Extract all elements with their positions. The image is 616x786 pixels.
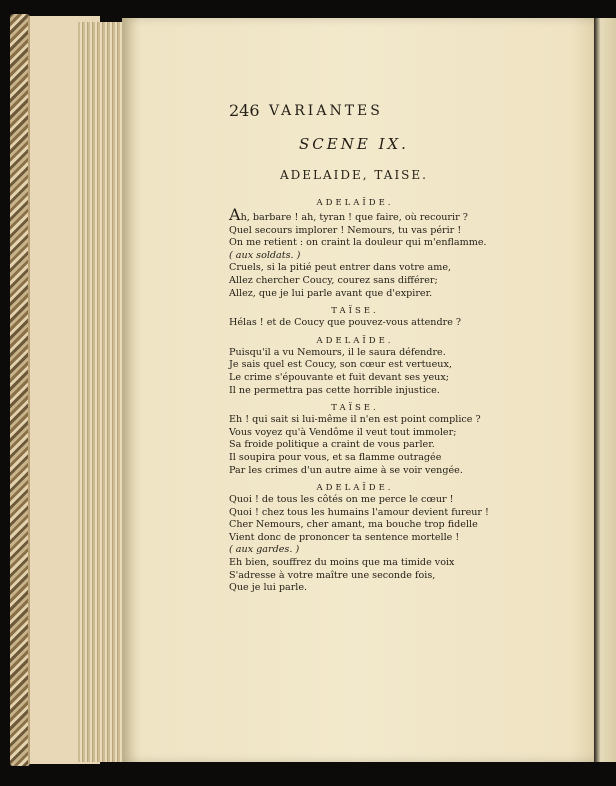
verse-line: Sa froide politique a craint de vous parler. [229,439,435,451]
stage-direction: ( aux gardes. ) [229,544,300,556]
speaker-name: TAÏSE. [331,403,379,414]
page-edges [78,22,124,762]
verse-line: Quel secours implorer ! Nemours, tu vas périr ! [229,224,462,236]
verse-line: On me retient : on craint la douleur qui m'enflamme. [229,237,487,249]
play-text [229,196,489,599]
verse-line: Allez chercher Coucy, courez sans différer; [229,274,438,286]
facing-page-edge [594,18,616,762]
verse-line: Allez, que je lui parle avant que d'expirer. [229,287,433,299]
verse-line: Eh ! qui sait si lui-même il n'en est point complice ? [229,414,481,426]
verse-line: Vient donc de prononcer ta sentence mortelle ! [229,531,460,543]
verse-line: Ah, barbare ! ah, tyran ! que faire, où recourir ? [229,205,468,224]
page-number: 246 [229,101,260,120]
book-spine [10,14,30,766]
speaker-name: TAÏSE. [331,306,379,317]
stage-direction: ( aux soldats. ) [229,249,301,261]
speaker-name: ADELAÏDE. [316,335,394,346]
verse-line: Cher Nemours, cher amant, ma bouche trop fidelle [229,519,478,531]
speaker-name: ADELAÏDE. [316,198,394,208]
verse-line: Hélas ! et de Coucy que pouvez-vous attendre ? [229,317,462,329]
verse-line: Il soupira pour vous, et sa flamme outragée [229,451,442,463]
verse-line: S'adresse à votre maître une seconde fois, [229,569,436,581]
verse-line: Cruels, si la pitié peut entrer dans votre ame, [229,262,452,274]
verse-line: Il ne permettra pas cette horrible injustice. [229,384,440,396]
verse-line: Je sais quel est Coucy, son cœur est vertueux, [229,359,452,371]
verse-line: Vous voyez qu'à Vendôme il veut tout immoler; [229,426,457,438]
verse-line: Par les crimes d'un autre aime à se voir vengée. [229,464,463,476]
verse-line: Quoi ! chez tous les humains l'amour devient fureur ! [229,506,489,518]
scene-characters: ADELAIDE, TAISE. [280,168,428,182]
scene-title: SCENE IX. [299,135,409,153]
verse-line: Puisqu'il a vu Nemours, il le saura défendre. [229,346,446,358]
verse-line: Que je lui parle. [229,582,308,594]
running-head: VARIANTES [269,103,383,119]
verse-line: Le crime s'épouvante et fuit devant ses yeux; [229,371,450,383]
speaker-name: ADELAÏDE. [316,483,394,494]
verse-line: Eh bien, souffrez du moins que ma timide voix [229,557,455,569]
verse-line: Quoi ! de tous les côtés on me perce le cœur ! [229,494,454,506]
